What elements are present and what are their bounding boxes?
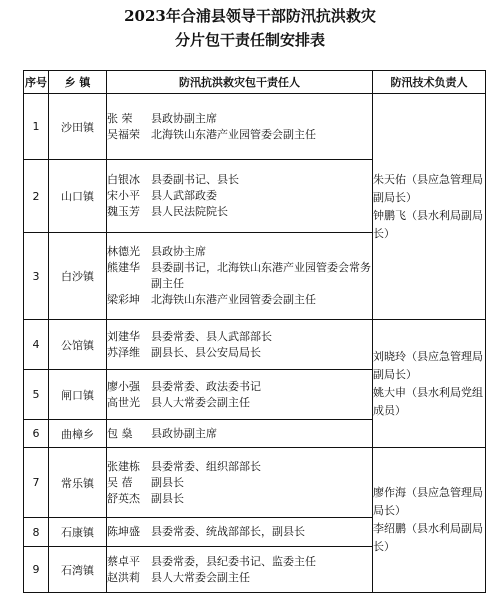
header-town: 乡 镇 [49,71,107,94]
town-name: 白沙镇 [49,233,107,320]
leader-entry [107,172,372,188]
town-name: 石康镇 [49,518,107,547]
leader-post: 县委常委、统战部部长，副县长 [151,525,305,538]
tech-cell [373,94,486,320]
leader-name: 张建栋 [107,459,140,473]
leader-post: 县人民法院院长 [151,205,228,218]
tech-cell [373,320,486,448]
responsibility-table [23,70,486,593]
leaders-cell [107,370,373,420]
leaders-cell [107,160,373,233]
leader-name: 吴 蓓 [107,475,133,489]
leader-name: 宋小平 [107,189,140,202]
tech-person: 姚大申（县水利局党组成员） [373,385,483,417]
leader-entry [107,379,372,395]
leader-entry [107,524,372,540]
leader-name: 魏玉芳 [107,205,140,218]
leader-entry [107,345,372,361]
leader-name: 林德光 [107,245,140,258]
leader-post: 县委常委，县纪委书记、监委主任 [151,554,316,568]
town-name: 闸口镇 [49,370,107,420]
row-number: 1 [24,94,49,160]
leader-entry [107,260,372,292]
leader-entry [107,188,372,204]
table-header-row [24,71,486,94]
leader-post: 县政协副主席 [151,111,217,125]
table-row [24,320,486,370]
leader-name: 廖小强 [107,379,140,393]
leader-post: 县委副书记，北海铁山东港产业园管委会常务副主任 [151,261,371,290]
leader-name: 张 荣 [107,111,133,125]
leader-entry [107,570,372,586]
leader-post: 副县长、县公安局局长 [151,345,261,359]
row-number: 4 [24,320,49,370]
town-name: 石湾镇 [49,547,107,593]
leader-entry [107,244,372,260]
row-number: 2 [24,160,49,233]
leader-post: 县人大常委会副主任 [151,395,250,409]
leader-entry [107,426,372,442]
leaders-cell [107,448,373,518]
row-number: 7 [24,448,49,518]
leader-name: 刘建华 [107,329,140,343]
town-name: 常乐镇 [49,448,107,518]
leader-name: 包 燊 [107,426,133,440]
leader-name: 高世光 [107,395,140,409]
document-title-line-1: 2023年合浦县领导干部防汛抗洪救灾 [124,7,376,25]
leader-post: 北海铁山东港产业园管委会副主任 [151,127,316,141]
row-number: 8 [24,518,49,547]
leader-post: 县委常委、组织部部长 [151,459,261,473]
leader-entry [107,475,372,491]
leader-post: 县委常委、政法委书记 [151,379,261,393]
leader-name: 吴福荣 [107,127,140,141]
leader-post: 副县长 [151,491,184,505]
leader-name: 蔡卓平 [107,554,140,568]
leader-name: 熊建华 [107,261,140,274]
row-number: 5 [24,370,49,420]
table-row [24,94,486,160]
town-name: 沙田镇 [49,94,107,160]
header-tech: 防汛技术负责人 [373,71,486,94]
leaders-cell [107,233,373,320]
leader-entry [107,111,372,127]
leader-post: 北海铁山东港产业园管委会副主任 [151,293,316,306]
header-no: 序号 [24,71,49,94]
leaders-cell [107,320,373,370]
tech-person: 廖作海（县应急管理局局长） [373,486,483,517]
leader-entry [107,554,372,570]
leader-entry [107,127,372,143]
leader-name: 苏泽维 [107,345,140,359]
tech-person: 李绍鹏（县水利局副局长） [373,522,483,553]
leaders-cell [107,547,373,593]
leader-post: 县委副书记、县长 [151,173,239,186]
leader-entry [107,491,372,507]
leader-entry [107,292,372,308]
leaders-cell [107,420,373,448]
table-row [24,448,486,518]
leader-entry [107,329,372,345]
tech-cell [373,448,486,593]
leader-post: 县委常委、县人武部部长 [151,329,272,343]
leader-entry [107,459,372,475]
leader-entry [107,395,372,411]
leader-name: 白银冰 [107,173,140,186]
tech-person: 朱天佑（县应急管理局副局长） [373,172,483,204]
row-number: 3 [24,233,49,320]
leader-post: 县政协副主席 [151,426,217,440]
leader-name: 陈坤盛 [107,525,140,538]
leader-post: 县人大常委会副主任 [151,570,250,584]
leader-entry [107,204,372,220]
document-title-line-2: 分片包干责任制安排表 [174,31,325,49]
leader-post: 副县长 [151,475,184,489]
town-name: 曲樟乡 [49,420,107,448]
leaders-cell [107,518,373,547]
leader-name: 梁彩坤 [107,293,140,306]
leader-name: 赵洪莉 [107,570,140,584]
leader-name: 舒英杰 [107,491,140,505]
leader-post: 县人武部政委 [151,189,217,202]
row-number: 6 [24,420,49,448]
leaders-cell [107,94,373,160]
leader-post: 县政协主席 [151,245,206,258]
town-name: 公馆镇 [49,320,107,370]
tech-person: 刘晓玲（县应急管理局副局长） [373,349,483,381]
header-leaders: 防汛抗洪救灾包干责任人 [107,71,373,94]
tech-person: 钟鹏飞（县水利局副局长） [373,208,483,240]
row-number: 9 [24,547,49,593]
town-name: 山口镇 [49,160,107,233]
